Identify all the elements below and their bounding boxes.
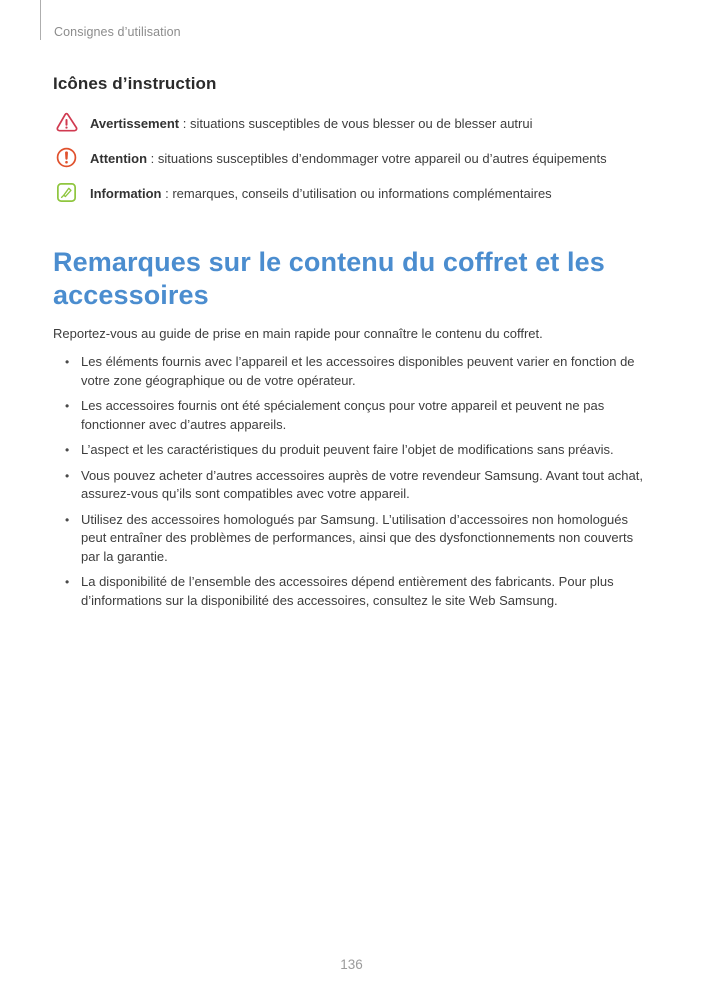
bullet-list (53, 353, 651, 610)
instruction-icon-list (53, 111, 651, 204)
list-item: • Utilisez des accessoires homologués par Samsung. L’utilisation d’accessoires non homologués peut entraîner des problèmes de performances, ainsi que des dysfonctionnements non couverts par la garantie. (53, 511, 648, 567)
instruction-item-label: Avertissement (90, 116, 180, 131)
instruction-item-text: Attention : situations susceptibles d’endommager votre appareil ou d’autres équipements (90, 151, 607, 166)
instruction-icons-heading: Icônes d’instruction (53, 74, 217, 93)
alert-circle-icon (55, 146, 78, 169)
intro-paragraph: Reportez-vous au guide de prise en main rapide pour connaître le contenu du coffret. (53, 326, 543, 341)
list-item: • Les éléments fournis avec l’appareil et les accessoires disponibles peuvent varier en fonction de votre zone géographique ou de votre opérateur. (53, 353, 648, 390)
breadcrumb: Consignes d’utilisation (54, 25, 181, 39)
instruction-item-information (53, 181, 651, 204)
instruction-item-text: Avertissement : situations susceptibles de vous blesser ou de blesser autrui (90, 116, 533, 131)
instruction-item-label: Information (90, 186, 162, 201)
list-item: • La disponibilité de l’ensemble des accessoires dépend entièrement des fabricants. Pour plus d’informations sur la disponibilité des accessoires, consultez le site Web Samsung. (53, 573, 648, 610)
warning-triangle-icon (55, 111, 78, 134)
instruction-item-warning (53, 111, 651, 134)
page-footer (0, 956, 703, 974)
list-item: • L’aspect et les caractéristiques du produit peuvent faire l’objet de modifications sans préavis. (53, 441, 648, 460)
instruction-item-text: Information : remarques, conseils d’utilisation ou informations complémentaires (90, 186, 552, 201)
instruction-item-attention (53, 146, 651, 169)
page-number: 136 (340, 957, 363, 972)
list-item: • Vous pouvez acheter d’autres accessoires auprès de votre revendeur Samsung. Avant tout achat, assurez-vous qu’ils sont compatibles avec votre appareil. (53, 467, 648, 504)
page-content (53, 0, 651, 617)
instruction-item-label: Attention (90, 151, 148, 166)
note-pen-icon (55, 181, 78, 204)
list-item: • Les accessoires fournis ont été spécialement conçus pour votre appareil et peuvent ne pas fonctionner avec d’autres appareils. (53, 397, 648, 434)
chapter-title: Remarques sur le contenu du coffret et les accessoires (53, 247, 605, 310)
